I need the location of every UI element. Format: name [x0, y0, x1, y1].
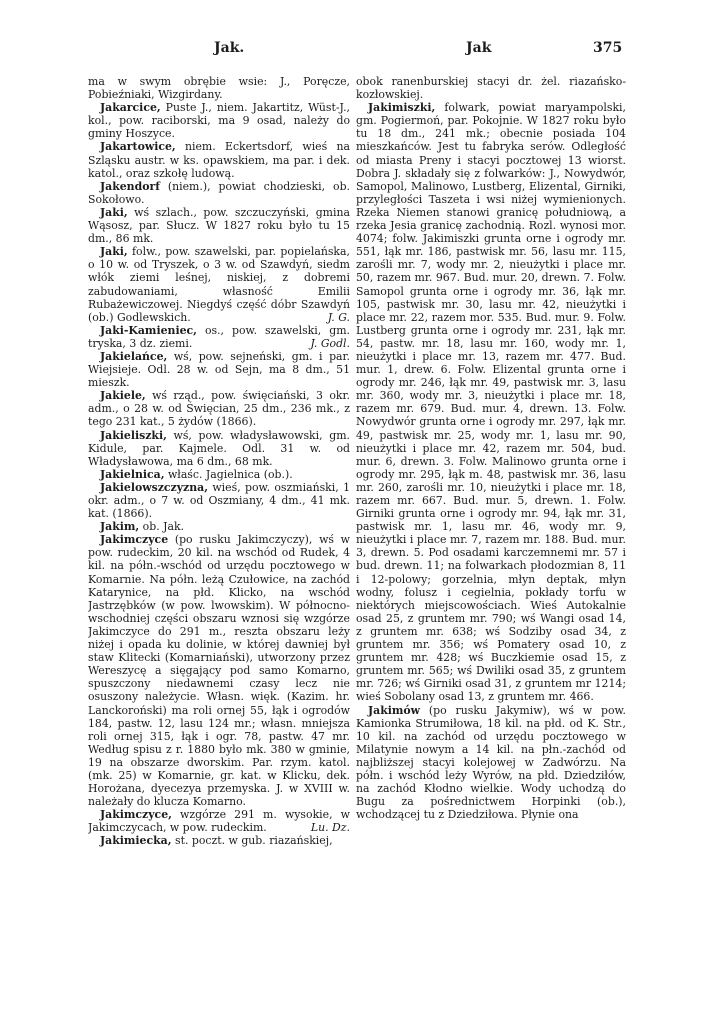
- dictionary-entry: [88, 180, 350, 206]
- entry-headword: Jakartowice,: [100, 140, 176, 154]
- author-signature: J. Godl.: [310, 336, 350, 350]
- entry-text: wś, pow. władysławowski, gm. Kidule, par. Kajmele. Odl. 31 w. od Władysławowa, ma 6 dm., 68 mk.: [88, 428, 350, 468]
- page-header: [0, 40, 720, 60]
- dictionary-entry: [88, 206, 350, 245]
- entry-text: st. poczt. w gub. riazańskiej,: [171, 834, 333, 848]
- dictionary-entry: [88, 468, 350, 481]
- entry-text: (po rusku Jakymiw), wś w pow. Kamionka Strumiłowa, 18 kil. na płd. od K. Str., 10 kil. na zachód od urzędu pocztowego w Milatynie nowym a 14 kil. na płn.-zachód od najbliższej stacyi kolejowej w Zadwórzu. Na półn. i wschód leży Wyrów, na płd. Dziedziłów, na zachód Kłodno wielkie. Wody uchodzą do Bugu za pośrednictwem Horpinki (ob.), wchodzącej tu z Dziedziłowa. Płynie ona: [356, 703, 626, 822]
- dictionary-entry: [88, 834, 350, 847]
- entry-text: ob. Jak.: [139, 520, 185, 534]
- entry-headword: Jakiele,: [100, 389, 146, 403]
- right-column: [356, 75, 626, 980]
- entry-text: wś, pow. sejneński, gm. i par. Wiejsieje. Odl. 28 w. od Sejn, ma 8 dm., 51 mieszk.: [88, 349, 350, 390]
- dictionary-entry: [88, 481, 350, 520]
- dictionary-entry: [356, 704, 626, 822]
- entry-text: folwark, powiat maryampolski, gm. Pogiermoń, par. Pokojnie. W 1827 roku było tu 18 dm., 241 mk.; obecnie posiada 104 mieszkańców. Jest tu fabryka serów. Odległość od miasta Preny i stacyi pocztowej 13 wiorst. Dobra J. składały się z folwarków: J., Nowydwór, Samopol, Malinowo, Lustberg, Elizental, Girniki, przyległości Taszeta i wsi niżej wymienionych. Rzeka Niemen stanowi granicę południową, a rzeka Jesia granicę zachodnią. Rozl. wynosi mor. 4074; folw. Jakimiszki grunta orne i ogrody mr. 551, łąk mr. 186, pastwisk mr. 56, lasu mr. 115, zarośli mr. 7, wody mr. 2, nieużytki i place mr. 50, razem mr. 967. Bud. mur. 20, drewn. 7. Folw. Samopol grunta orne i ogrody mr. 36, łąk mr. 105, pastwisk mr. 30, lasu mr. 42, nieużytki i place mr. 22, razem mor. 535. Bud. mur. 9. Folw. Lustberg grunta orne i ogrody mr. 231, łąk mr. 54, pastw. mr. 18, lasu mr. 160, wody mr. 1, nieużytki i place mr. 13, razem mr. 477. Bud. mur. 1, drew. 6. Folw. Elizental grunta orne i ogrody mr. 246, łąk mr. 49, pastwisk mr. 3, lasu mr. 360, wody mr. 3, nieużytki i place mr. 18, razem mr. 679. Bud. mur. 4, drewn. 13. Folw. Nowydwór grunta orne i ogrody mr. 297, łąk mr. 49, pastwisk mr. 25, wody mr. 1, lasu mr. 90, nieużytki i place mr. 42, razem mr. 504, bud. mur. 6, drewn. 3. Folw. Malinowo grunta orne i ogrody mr. 295, łąk m. 48, pastwisk mr. 36, lasu mr. 260, zarośli mr. 10, nieużytki i place mr. 18, razem mr. 667. Bud. mur. 5, drewn. 1. Folw. Girniki grunta orne i ogrody mr. 94, łąk mr. 31, pastwisk mr. 1, lasu mr. 46, wody mr. 9, nieużytki i place mr. 7, razem mr. 188. Bud. mur. 3, drewn. 5. Pod osadami karczemnemi mr. 57 i bud. drewn. 11; na folwarkach płodozmian 8, 11 i 12-polowy; gorzelnia, młyn deptak, młyn wodny, folusz i cegielnia, pokłady torfu w niektórych miejscowościach. Wieś Autokalnie osad 25, z gruntem mr. 790; wś Wangi osad 14, z gruntem mr. 638; wś Sodziby osad 34, z gruntem mr. 356; wś Pomatery osad 10, z gruntem mr. 428; wś Buczkiemie osad 15, z gruntem mr. 565; wś Dwiliki osad 35, z gruntem mr. 726; wś Girniki osad 31, z gruntem mr 1214; wieś Sobolany osad 13, z gruntem mr. 466.: [356, 101, 626, 704]
- dictionary-entry: [88, 101, 350, 140]
- entry-headword: Jakim,: [100, 520, 140, 534]
- header-left-guideword: Jak.: [214, 40, 245, 56]
- dictionary-entry: [88, 429, 350, 468]
- entry-text: wieś, pow. oszmiański, 1 okr. adm., o 7 w. od Oszmiany, 4 dm., 41 mk. kat. (1866).: [88, 480, 350, 521]
- entry-text: właśc. Jagielnica (ob.).: [164, 467, 293, 481]
- dictionary-entry: [88, 140, 350, 179]
- entry-headword: Jakimiecka,: [100, 834, 172, 848]
- author-signature: Lu. Dz.: [310, 821, 350, 835]
- entry-headword: Jakarcice,: [100, 101, 161, 115]
- entry-headword: Jaki-Kamieniec,: [100, 323, 197, 337]
- entry-text: wzgórze 291 m. wysokie, w Jakimczycach, w pow. rudeckim.: [88, 808, 350, 835]
- dictionary-entry: [88, 245, 350, 324]
- entry-text: os., pow. szawelski, gm. tryska, 3 dz. ziemi.: [88, 323, 350, 350]
- dictionary-entry: [88, 533, 350, 808]
- entry-headword: Jakielańce,: [100, 349, 168, 363]
- entry-text: ma w swym obrębie wsie: J., Poręcze, Pobieźniaki, Wizgirdany.: [88, 75, 350, 102]
- author-signature: J. G.: [327, 310, 350, 324]
- entry-text: obok ranenburskiej stacyi dr. żel. riazańsko-kozłowskiej.: [356, 75, 626, 102]
- entry-headword: Jakielnica,: [100, 467, 165, 481]
- entry-continuation: [356, 75, 626, 101]
- left-column: [88, 75, 350, 980]
- entry-headword: Jaki,: [100, 245, 128, 259]
- entry-headword: Jaki,: [100, 205, 128, 219]
- dictionary-entry: [88, 389, 350, 428]
- header-right-guideword: Jak: [466, 40, 492, 56]
- dictionary-entry: [88, 324, 350, 350]
- entry-continuation: [88, 75, 350, 101]
- entry-text: Puste J., niem. Jakartitz, Wüst-J., kol., pow. raciborski, ma 9 osad, należy do gminy Hoszyce.: [88, 101, 350, 141]
- entry-headword: Jakendorf: [100, 179, 160, 193]
- page-number: 375: [593, 40, 623, 56]
- dictionary-entry: [88, 350, 350, 389]
- entry-headword: Jakieliszki,: [100, 428, 167, 442]
- entry-text: wś szlach., pow. szczuczyński, gmina Wąsosz, par. Słucz. W 1827 roku było tu 15 dm., 86 mk.: [88, 205, 350, 246]
- entry-headword: Jakimczyce,: [100, 808, 172, 822]
- entry-text: niem. Eckertsdorf, wieś na Szląsku austr. w ks. opawskiem, ma par. i dek. katol., oraz szkołę ludową.: [88, 140, 350, 180]
- entry-headword: Jakimczyce: [100, 533, 169, 547]
- entry-headword: Jakimów: [368, 703, 421, 717]
- entry-text: folw., pow. szawelski, par. popielańska, o 10 w. od Tryszek, o 3 w. od Szawdyń, siedm włók ziemi leśnej, niskiej, z dobremi zabudowaniami, własność Emilii Rubażewiczowej. Niegdyś część dóbr Szawdyń (ob.) Godlewskich.: [88, 245, 350, 324]
- entry-headword: Jakimiszki,: [368, 101, 436, 115]
- dictionary-entry: [356, 101, 626, 703]
- entry-text: wś rząd., pow. święciański, 3 okr. adm., o 28 w. od Święcian, 25 dm., 236 mk., z tego 231 kat., 5 żydów (1866).: [88, 389, 350, 429]
- entry-text: (po rusku Jakimczyczy), wś w pow. rudeckim, 20 kil. na wschód od Rudek, 4 kil. na półn.-wschód od urzędu pocztowego w Komarnie. Na półn. leżą Czułowice, na zachód Katarynice, na płd. Klicko, na wschód Jastrzębków (w pow. lwowskim). W północno-wschodniej części obszaru wznosi się wzgórze Jakimczyce do 291 m., reszta obszaru leży niżej i opada ku dolinie, w której dawniej był staw Klitecki (Komarniański), utworzony przez Wereszycę a sięgający pod samo Komarno, spuszczony niedawnemi czasy lecz nie osuszony należycie. Własn. więk. (Kazim. hr. Lanckoroński) ma roli ornej 55, łąk i ogrodów 184, pastw. 12, lasu 124 mr.; własn. mniejsza roli ornej 315, łąk i ogr. 78, pastw. 47 mr. Według spisu z r. 1880 było mk. 380 w gminie, 19 na obszarze dworskim. Par. rzym. katol. (mk. 25) w Komarnie, gr. kat. w Klicku, dek. Horożana, dyecezya przemyska. J. w XVIII w. należały do klucza Komarno.: [88, 533, 350, 809]
- dictionary-entry: [88, 520, 350, 533]
- entry-text: (niem.), powiat chodzieski, ob. Sokołowo.: [88, 179, 350, 206]
- dictionary-entry: [88, 808, 350, 834]
- entry-headword: Jakielowszczyzna,: [100, 480, 209, 494]
